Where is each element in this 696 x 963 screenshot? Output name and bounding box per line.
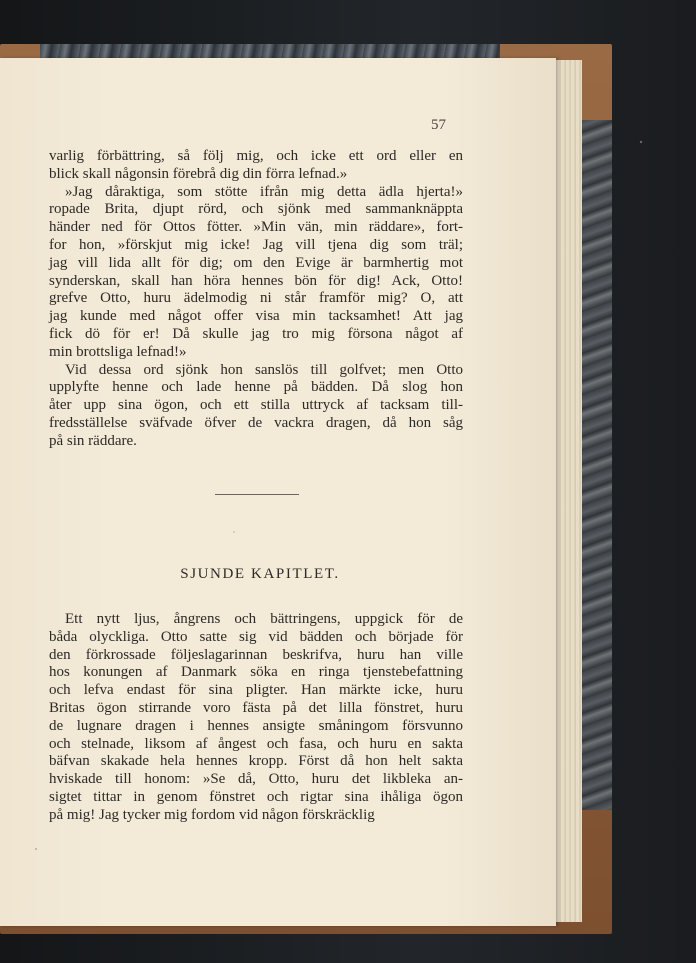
text-line: händer ned för Ottos fötter. »Min vän, min räddare», fort-: [49, 219, 463, 236]
page-number: 57: [431, 117, 446, 133]
text-line: blick skall någonsin förebrå dig din förra lefnad.»: [49, 165, 348, 182]
marbled-top-strip: [40, 44, 500, 58]
text-line: på mig! Jag tycker mig fordom vid någon förskräcklig: [49, 806, 375, 823]
text-line: och lefva endast för sina pligter. Han märkte icke, huru: [49, 682, 463, 699]
text-line: bäfvan skakade hela hennes kropp. Först då hon helt sakta: [49, 753, 463, 770]
text-line: hviskade till honom: »Se då, Otto, huru det likbleka an-: [49, 771, 463, 788]
text-line: fick dö för er! Då skulle jag tro mig försona något af: [49, 325, 463, 342]
text-line: varlig förbättring, så följ mig, och icke ett ord eller en: [49, 148, 463, 164]
text-line: for hon, »förskjut mig icke! Jag vill tjena dig som träl;: [49, 236, 463, 253]
text-line: fredsställelse sväfvade öfver de vackra dragen, då hon såg: [49, 414, 463, 431]
text-block-top: [49, 148, 463, 451]
section-divider-rule: [215, 494, 299, 495]
text-line: Ett nytt ljus, ångrens och bättringens, uppgick för de: [65, 611, 463, 627]
text-line: Vid dessa ord sjönk hon sanslös till golfvet; men Otto: [65, 361, 463, 378]
text-line: hos konungen af Danmark söka en ringa tjenstebefattning: [49, 664, 463, 681]
text-block-bottom: [49, 611, 463, 825]
text-line: på sin räddare.: [49, 432, 137, 449]
text-line: grefve Otto, huru ädelmodig ni står framför mig? O, att: [49, 290, 463, 307]
text-line: »Jag dåraktiga, som stötte ifrån mig detta ädla hjerta!»: [65, 183, 463, 200]
chapter-title: SJUNDE KAPITLET.: [180, 566, 340, 582]
text-line: sigtet tittar in genom fönstret och rigtar sina ihåliga ögon: [49, 788, 463, 805]
text-line: upplyfte henne och lade henne på bädden. Då slog hon: [49, 379, 463, 396]
text-line: min brottsliga lefnad!»: [49, 343, 187, 360]
text-line: Britas ögon stirrande voro fästa på det lilla fönstret, huru: [49, 699, 463, 716]
text-line: båda olyckliga. Otto satte sig vid bädden och började för: [49, 628, 463, 645]
text-line: ropade Brita, djupt rörd, och sjönk med sammanknäppta: [49, 201, 463, 218]
text-line: jag vill lida allt för dig; om den Evige är barmhertig mot: [49, 254, 463, 271]
marbled-endpaper: [578, 120, 612, 810]
text-line: synderskan, skall han höra hennes bön för dig! Ack, Otto!: [49, 272, 463, 289]
page-edges-stack: [552, 60, 582, 922]
text-line: jag kunde med något offer visa min tacksamhet! Att jag: [49, 308, 463, 325]
text-line: den förkrossade följeslagarinnan beskrifva, huru han ville: [49, 646, 463, 663]
text-line: åter upp sina ögon, och ett stilla uttryck af tacksam till-: [49, 397, 463, 414]
text-line: de lugnare dragen i hennes ansigte småningom försvunno: [49, 717, 463, 734]
text-line: och stelnade, liksom af ångest och fasa, och huru en sakta: [49, 735, 463, 752]
